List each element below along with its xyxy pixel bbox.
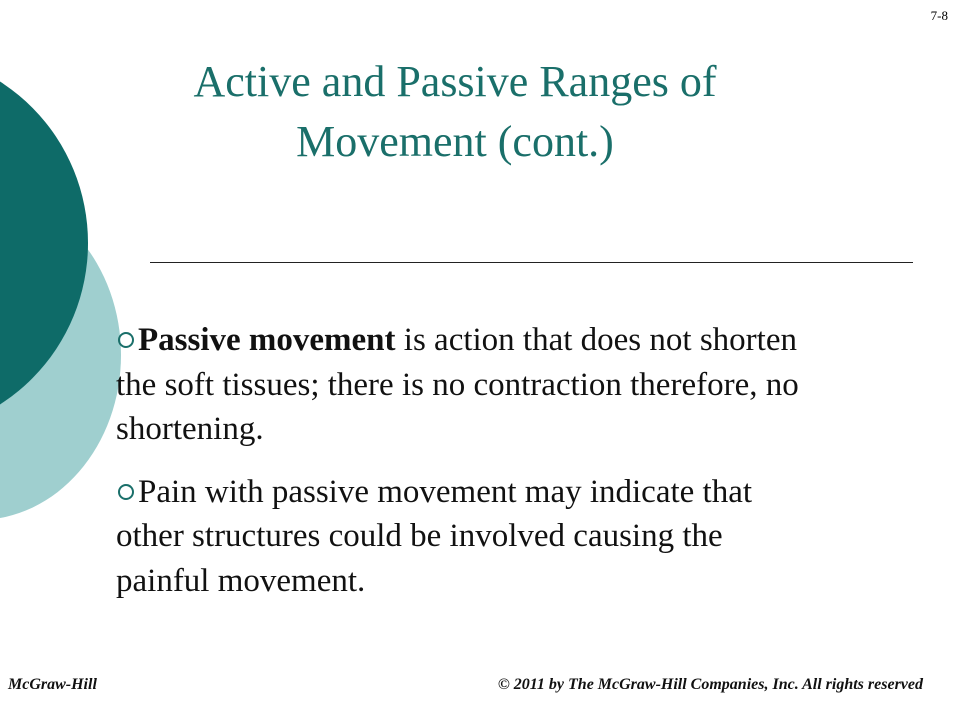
bullet-text: Pain with passive movement may indicate that other structures could be involved causing the painful movement. (116, 473, 753, 599)
bullet-text: is action that does not shorten the soft tissues; there is no contraction therefore, no shortening. (116, 322, 799, 447)
title-divider (150, 262, 913, 263)
slide-number: 7-8 (930, 8, 948, 23)
bullet-bold-lead: Passive movement (138, 322, 396, 358)
slide-title: Active and Passive Ranges of Movement (cont.) (193, 57, 717, 166)
bullet-item-passive-movement (116, 318, 816, 452)
bullet-list (116, 318, 816, 621)
footer-publisher: McGraw-Hill (8, 676, 97, 693)
footer-copyright: © 2011 by The McGraw-Hill Companies, Inc. All rights reserved (497, 676, 923, 693)
bullet-item-pain (116, 470, 816, 604)
bullet-circle-icon (118, 332, 134, 348)
bullet-circle-icon (118, 484, 134, 500)
